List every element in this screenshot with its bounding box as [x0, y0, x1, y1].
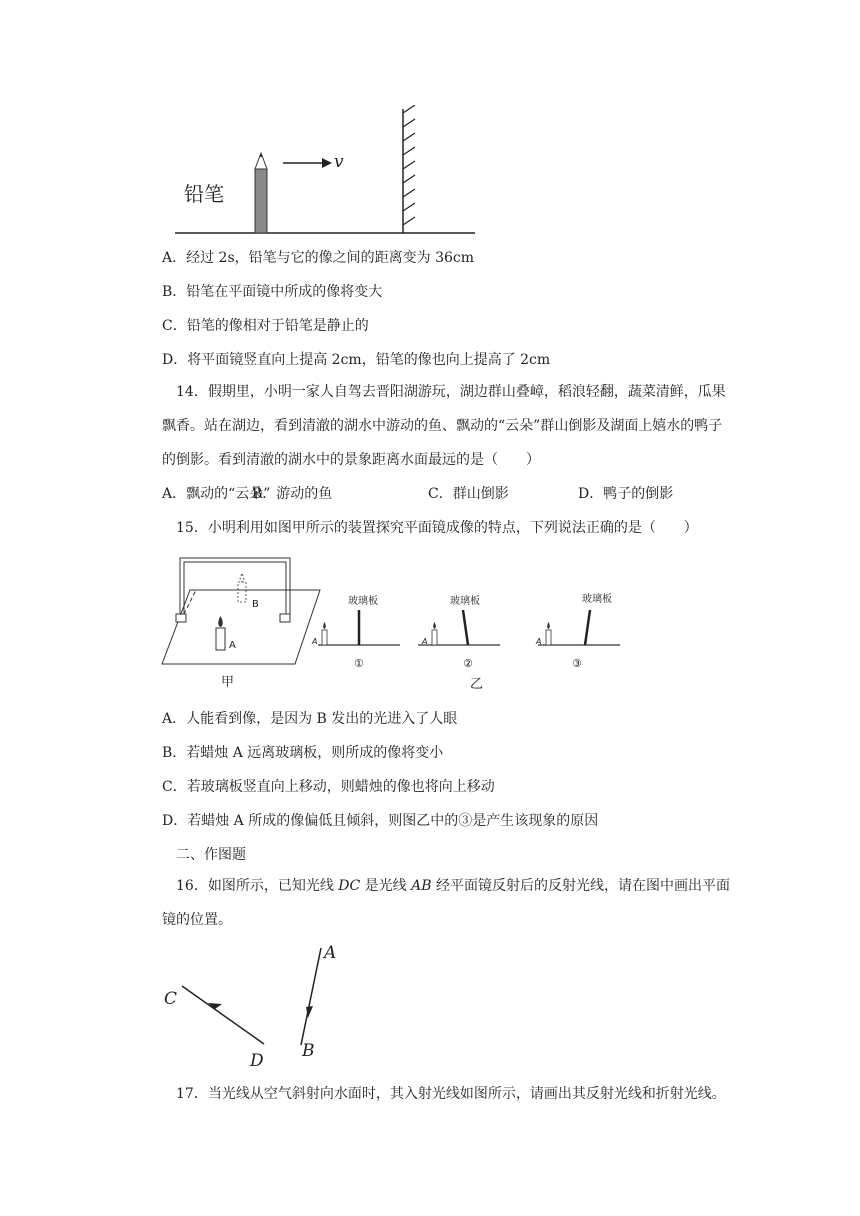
pencil-mirror-figure — [170, 105, 480, 240]
ray-ab — [301, 948, 321, 1045]
point-d-label: D — [250, 1051, 264, 1071]
diagram-2 — [418, 594, 500, 670]
q13-option-c: C．铅笔的像相对于铅笔是静止的 — [162, 318, 369, 334]
q15-option-a: A．人能看到像，是因为 B 发出的光进入了人眼 — [162, 711, 458, 727]
point-c-label: C — [164, 989, 178, 1009]
q15-option-b: B．若蜡烛 A 远离玻璃板，则所成的像将变小 — [162, 745, 444, 761]
figure-jia-label: 甲 — [221, 675, 235, 690]
point-a-label: A — [324, 943, 337, 963]
q14-option-b: B．游动的鱼 — [252, 486, 333, 502]
svg-text:A: A — [536, 637, 542, 646]
q15-stem: 15．小明利用如图甲所示的装置探究平面镜成像的特点，下列说法正确的是（ ） — [176, 520, 698, 536]
glass-label-2: 玻璃板 — [450, 596, 480, 607]
q14-option-d: D．鸭子的倒影 — [578, 486, 674, 502]
diagram-num-1: ① — [354, 657, 364, 670]
q14-stem: 14．假期里，小明一家人自驾去晋阳湖游玩，湖边群山叠嶂，稻浪轻翻，蔬菜清鲜，瓜果飘香。站在湖边，看到清澈的湖水中游动的鱼、飘动的“云朵”群山倒影及湖面上嬉水的鸭子的倒影。看到清澈的湖水中的景象距离水面最远的是（ ） — [162, 384, 726, 468]
diagram-num-2: ② — [463, 657, 473, 670]
diagram-num-3: ③ — [572, 657, 582, 670]
q13-option-d: D．将平面镜竖直向上提高 2cm，铅笔的像也向上提高了 2cm — [162, 352, 551, 368]
glass-label-1: 玻璃板 — [348, 596, 378, 607]
svg-text:A: A — [422, 637, 428, 646]
diagram-3 — [535, 592, 620, 670]
diagram-1 — [311, 594, 400, 670]
glass-label-3: 玻璃板 — [582, 594, 612, 605]
pencil-shape — [255, 169, 267, 233]
pencil-label: 铅笔 — [184, 182, 224, 206]
figure-yi-label: 乙 — [470, 677, 484, 692]
q15-option-c: C．若玻璃板竖直向上移动，则蜡烛的像也将向上移动 — [162, 779, 495, 795]
q16-stem: 16．如图所示，已知光线 DC 是光线 AB 经平面镜反射后的反射光线，请在图中画出平面镜的位置。 — [162, 878, 730, 928]
q13-option-a: A．经过 2s，铅笔与它的像之间的距离变为 36cm — [162, 250, 475, 266]
candle-a-label: A — [229, 640, 236, 651]
reflection-rays-figure — [160, 938, 360, 1073]
section-heading: 二、作图题 — [176, 847, 246, 863]
velocity-label: v — [334, 152, 344, 172]
q14-option-c: C．群山倒影 — [428, 486, 509, 502]
q17-stem: 17．当光线从空气斜射向水面时，其入射光线如图所示，请画出其反射光线和折射光线。 — [176, 1086, 726, 1102]
q13-option-b: B．铅笔在平面镜中所成的像将变大 — [162, 284, 383, 300]
point-b-label: B — [302, 1041, 315, 1061]
q14-option-a: A．飘动的“云朵” — [162, 486, 271, 502]
candle-b-label: B — [252, 599, 259, 610]
q15-option-d: D．若蜡烛 A 所成的像偏低且倾斜，则图乙中的③是产生该现象的原因 — [162, 813, 599, 829]
mirror-experiment-figure — [160, 552, 630, 692]
svg-text:A: A — [312, 637, 318, 646]
ray-dc — [182, 986, 264, 1044]
